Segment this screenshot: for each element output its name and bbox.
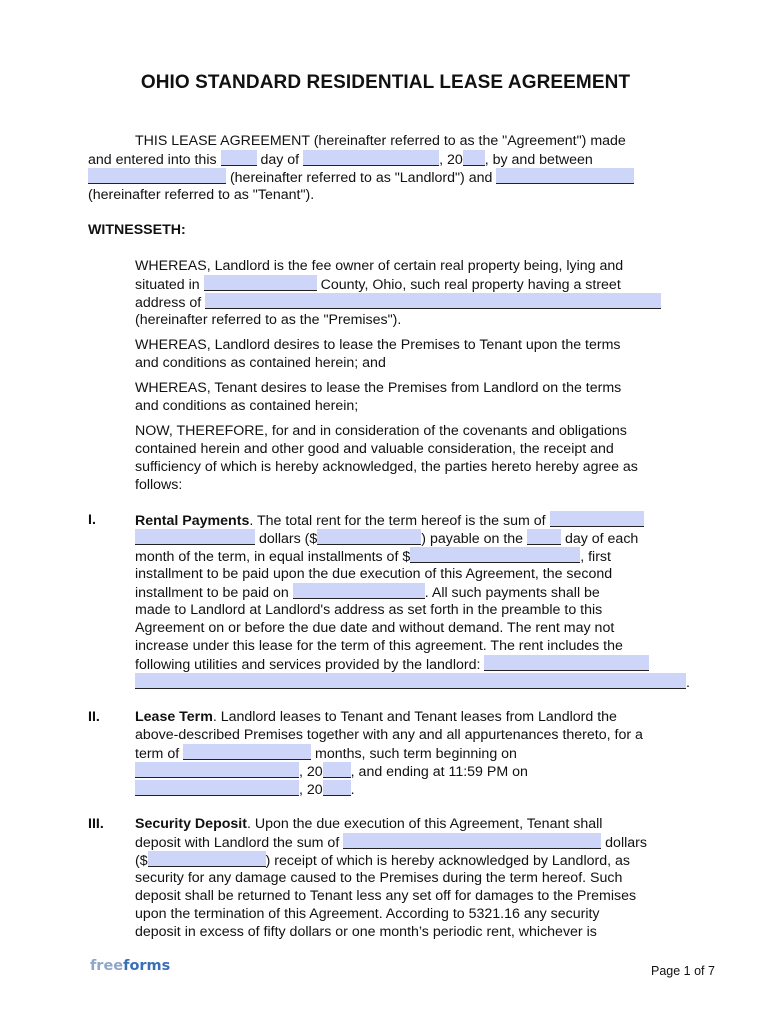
now-line-2: contained herein and other good and valuable consideration, the receipt and <box>135 441 614 457</box>
s2-line-4 <box>135 762 528 781</box>
section-text: term of <box>135 746 184 762</box>
deposit-words-field[interactable] <box>343 833 601 849</box>
s1-line-3 <box>135 547 611 566</box>
s1-line-4: installment to be paid upon the due execution of this Agreement, the second <box>135 566 613 582</box>
utilities-field[interactable] <box>484 655 649 671</box>
agreement-month-field[interactable] <box>303 150 439 166</box>
s3-line-7: deposit in excess of fifty dollars or one month’s periodic rent, whichever is <box>135 924 597 940</box>
section-text: , 20 <box>299 782 323 798</box>
term-months-field[interactable] <box>183 744 311 760</box>
witnesseth-heading: WITNESSETH: <box>88 222 186 238</box>
whereas3-line-2: and conditions as contained herein; <box>135 398 359 414</box>
installment-amount-field[interactable] <box>410 547 580 563</box>
s3-line-6: upon the termination of this Agreement. According to 5321.16 any security <box>135 906 600 922</box>
intro-text: , by and between <box>484 152 593 168</box>
term-start-year-field[interactable] <box>323 762 351 778</box>
term-start-date-field[interactable] <box>135 762 299 778</box>
s1-line-9 <box>135 655 649 674</box>
s2-line-1 <box>135 708 617 726</box>
page-number: Page 1 of 7 <box>651 964 715 978</box>
s2-line-3 <box>135 744 517 763</box>
s1-line-5 <box>135 583 600 602</box>
s1-line-2 <box>135 529 638 548</box>
whereas1-line-2 <box>135 275 621 294</box>
document-title: OHIO STANDARD RESIDENTIAL LEASE AGREEMENT <box>140 72 631 93</box>
s3-line-3 <box>135 851 630 870</box>
intro-text: (hereinafter referred to as "Landlord") and <box>226 170 497 186</box>
section-text: . Landlord leases to Tenant and Tenant leases from Landlord the <box>212 709 617 725</box>
section-1-heading: Rental Payments <box>135 513 250 529</box>
section-2-number: II. <box>88 709 100 725</box>
logo-forms-text: forms <box>123 958 171 974</box>
agreement-day-field[interactable] <box>221 150 257 166</box>
intro-line-3 <box>88 168 634 187</box>
intro-text: THIS LEASE AGREEMENT (hereinafter referred to as the "Agreement") made <box>135 133 626 149</box>
section-text: day of each <box>561 531 639 547</box>
s3-line-2 <box>135 833 647 852</box>
total-rent-words-field[interactable] <box>550 511 644 527</box>
section-3-number: III. <box>88 816 104 832</box>
section-text: following utilities and services provided by the landlord: <box>135 657 485 673</box>
street-address-field[interactable] <box>205 293 661 309</box>
logo-free-text: free <box>90 958 124 974</box>
intro-line-4: (hereinafter referred to as "Tenant"). <box>88 187 315 203</box>
intro-text: day of <box>256 152 304 168</box>
s1-line-10 <box>135 673 690 692</box>
whereas-text: County, Ohio, such real property having a street <box>316 277 621 293</box>
second-installment-date-field[interactable] <box>293 583 425 599</box>
section-text: . Upon the due execution of this Agreement, Tenant shall <box>246 816 603 832</box>
section-text: months, such term beginning on <box>311 746 517 762</box>
whereas1-line-4: (hereinafter referred to as the "Premises"). <box>135 312 402 328</box>
whereas2-line-2: and conditions as contained herein; and <box>135 355 386 371</box>
section-text: ) receipt of which is hereby acknowledged by Landlord, as <box>265 853 630 869</box>
section-text: . <box>686 675 690 691</box>
whereas-text: address of <box>135 295 206 311</box>
utilities-field-cont[interactable] <box>135 673 686 689</box>
section-text: month of the term, in equal installments of $ <box>135 549 411 565</box>
s3-line-1 <box>135 815 602 833</box>
agreement-year-field[interactable] <box>463 150 485 166</box>
section-text: . The total rent for the term hereof is the sum of <box>249 513 550 529</box>
section-text: ) payable on the <box>421 531 527 547</box>
s3-line-4: security for any damage caused to the Premises during the term hereof. Such <box>135 870 623 886</box>
whereas-text: situated in <box>135 277 204 293</box>
total-rent-words-field-cont[interactable] <box>135 529 255 545</box>
section-3-heading: Security Deposit <box>135 816 247 832</box>
section-text: , first <box>580 549 611 565</box>
tenant-name-field[interactable] <box>496 168 634 184</box>
whereas1-line-3 <box>135 293 661 312</box>
intro-line-2 <box>88 150 593 169</box>
s1-line-7: Agreement on or before the due date and without demand. The rent may not <box>135 620 615 636</box>
s1-line-1 <box>135 511 644 530</box>
whereas1-line-1: WHEREAS, Landlord is the fee owner of certain real property being, lying and <box>135 258 624 274</box>
s1-line-8: increase under this lease for the term of this agreement. The rent includes the <box>135 638 623 654</box>
section-text: . All such payments shall be <box>424 585 600 601</box>
total-rent-amount-field[interactable] <box>317 529 421 545</box>
section-1-number: I. <box>88 512 96 528</box>
intro-line-1 <box>135 132 626 150</box>
landlord-name-field[interactable] <box>88 168 226 184</box>
now-line-1: NOW, THEREFORE, for and in consideration of the covenants and obligations <box>135 423 627 439</box>
section-text: , and ending at 11:59 PM on <box>350 764 528 780</box>
intro-text: and entered into this <box>88 152 221 168</box>
s2-line-2: above-described Premises together with any and all appurtenances thereto, for a <box>135 727 643 743</box>
section-text: , 20 <box>299 764 323 780</box>
section-text: deposit with Landlord the sum of <box>135 835 344 851</box>
section-text: ($ <box>135 853 148 869</box>
section-text: dollars <box>601 835 647 851</box>
now-line-4: follows: <box>135 477 183 493</box>
whereas3-line-1: WHEREAS, Tenant desires to lease the Premises from Landlord on the terms <box>135 380 622 396</box>
intro-text: , 20 <box>439 152 463 168</box>
s2-line-5 <box>135 780 355 799</box>
section-text: dollars ($ <box>255 531 318 547</box>
term-end-date-field[interactable] <box>135 780 299 796</box>
freeforms-logo <box>90 958 170 974</box>
now-line-3: sufficiency of which is hereby acknowledged, the parties hereto hereby agree as <box>135 459 638 475</box>
whereas2-line-1: WHEREAS, Landlord desires to lease the Premises to Tenant upon the terms <box>135 337 621 353</box>
section-2-heading: Lease Term <box>135 709 213 725</box>
s1-line-6: made to Landlord at Landlord's address as set forth in the preamble to this <box>135 602 603 618</box>
section-text: installment to be paid on <box>135 585 293 601</box>
term-end-year-field[interactable] <box>323 780 351 796</box>
rent-due-day-field[interactable] <box>527 529 561 545</box>
county-field[interactable] <box>204 275 317 291</box>
s3-line-5: deposit shall be returned to Tenant less any set off for damages to the Premises <box>135 888 637 904</box>
deposit-amount-field[interactable] <box>148 851 266 867</box>
section-text: . <box>350 782 355 798</box>
